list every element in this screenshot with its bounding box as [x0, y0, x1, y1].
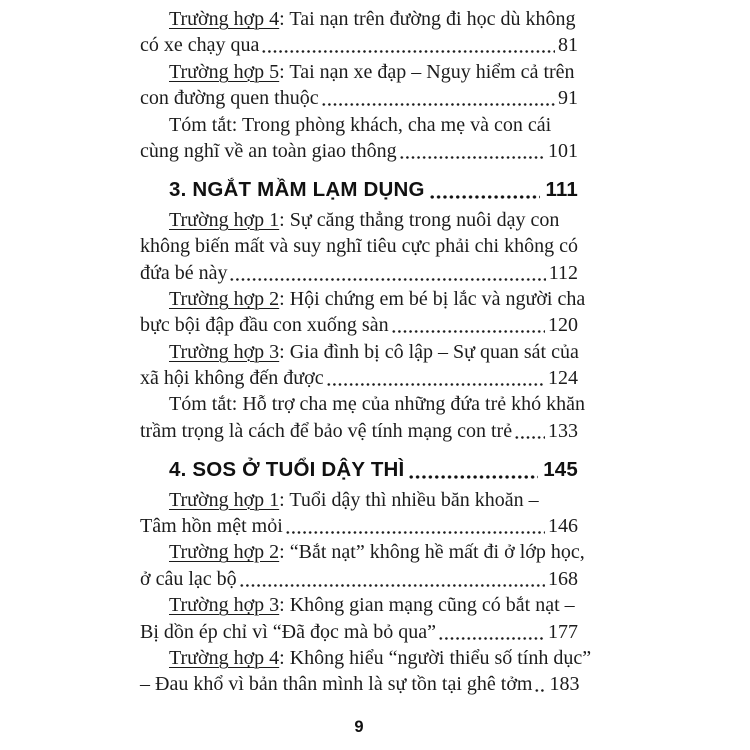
toc-line [140, 207, 578, 233]
dot-leader [321, 85, 555, 111]
toc-line-text: Tóm tắt: Trong phòng khách, cha mẹ và con cái [169, 113, 552, 136]
toc-line [140, 487, 578, 513]
toc-line [140, 32, 578, 58]
toc-line-text: ở câu lạc bộ [140, 567, 237, 590]
dot-leader [429, 177, 541, 203]
toc-line-text: : Tai nạn trên đường đi học dù không [279, 8, 576, 30]
toc-line-text: không biến mất và suy nghĩ tiêu cực phải chi không có [140, 235, 578, 258]
toc-line-text: : Không gian mạng cũng có bắt nạt – [279, 594, 575, 617]
page-ref: 177 [548, 620, 578, 643]
toc-line-text: : Hội chứng em bé bị lắc và người cha [279, 287, 586, 310]
page-ref: 124 [548, 367, 578, 390]
toc-line [140, 6, 578, 32]
case-label: Trường hợp 1 [169, 208, 280, 231]
dot-leader [391, 312, 545, 338]
toc-line [140, 418, 578, 444]
page-ref: 112 [548, 261, 578, 284]
toc-line [140, 365, 578, 391]
toc-line-text: trầm trọng là cách để bảo vệ tính mạng con trẻ [140, 419, 513, 442]
toc-line [140, 339, 578, 365]
toc-line [140, 85, 578, 111]
toc-line-text: cùng nghĩ về an toàn giao thông [140, 139, 397, 162]
toc-line [140, 539, 585, 565]
dot-leader [438, 619, 545, 645]
toc-line [140, 260, 578, 286]
toc-line-text: : “Bắt nạt” không hề mất đi ở lớp học, [279, 541, 585, 564]
toc-line-text: xã hội không đến được [140, 367, 324, 390]
page-number: 9 [354, 718, 364, 736]
toc-line [140, 671, 578, 697]
page-ref: 145 [543, 458, 578, 482]
toc-line-text: Tóm tắt: Hỗ trợ cha mẹ của những đứa trẻ khó khăn [169, 393, 586, 416]
page-ref: 183 [549, 673, 580, 696]
dot-leader [534, 671, 546, 697]
dot-leader [514, 418, 545, 444]
toc-line-text: đứa bé này [140, 261, 228, 284]
toc-line-text: 4. SOS Ở TUỔI DẬY THÌ [169, 458, 405, 482]
case-label: Trường hợp 2 [169, 541, 280, 564]
toc-line [140, 513, 578, 539]
case-label: Trường hợp 4 [169, 646, 280, 669]
case-label: Trường hợp 1 [169, 488, 280, 511]
toc-line [140, 391, 586, 417]
dot-leader [261, 32, 555, 58]
dot-leader [229, 260, 545, 286]
toc-section-heading [140, 177, 578, 203]
toc-line-text: có xe chạy qua [140, 34, 260, 57]
dot-leader [326, 365, 545, 391]
toc-line-text: : Sự căng thẳng trong nuôi dạy con [279, 208, 560, 231]
toc-line [140, 312, 578, 338]
table-of-contents [140, 6, 592, 698]
page-ref: 101 [548, 139, 578, 162]
case-label: Trường hợp 3 [169, 594, 280, 617]
toc-line-text: : Tai nạn xe đạp – Nguy hiểm cả trên [279, 60, 575, 83]
page-ref: 146 [548, 515, 578, 538]
toc-line-text: – Đau khổ vì bản thân mình là sự tồn tại ghê tởm [140, 673, 533, 696]
toc-line-text: : Không hiểu “người thiểu số tính dục” [279, 646, 592, 669]
case-label: Trường hợp 3 [169, 340, 280, 363]
toc-line-text: bực bội đập đầu con xuống sàn [140, 314, 389, 337]
toc-line [140, 645, 592, 671]
toc-line [140, 286, 586, 312]
page-ref: 111 [545, 178, 578, 202]
toc-line-text: Bị dồn ép chỉ vì “Đã đọc mà bỏ qua” [140, 620, 437, 643]
toc-line [140, 619, 578, 645]
toc-line-text: : Gia đình bị cô lập – Sự quan sát của [279, 340, 579, 363]
toc-line-text: 3. NGẮT MẦM LẠM DỤNG [169, 178, 425, 202]
toc-line [140, 233, 578, 259]
case-label: Trường hợp 5 [169, 60, 280, 83]
toc-line-text: : Tuổi dậy thì nhiều băn khoăn – [279, 488, 539, 511]
toc-line [140, 112, 578, 138]
toc-line-text: Tâm hồn mệt mỏi [140, 515, 283, 538]
dot-leader [399, 138, 545, 164]
dot-leader [239, 566, 545, 592]
toc-line [140, 59, 578, 85]
dot-leader [408, 457, 538, 483]
page-ref: 133 [548, 419, 578, 442]
toc-line [140, 566, 578, 592]
case-label: Trường hợp 2 [169, 287, 280, 310]
toc-line [140, 592, 578, 618]
page-ref: 168 [548, 567, 578, 590]
toc-line-text: con đường quen thuộc [140, 87, 319, 110]
page-ref: 91 [558, 87, 578, 110]
page-ref: 81 [558, 34, 578, 57]
toc-section-heading [140, 457, 578, 483]
toc-line [140, 138, 578, 164]
dot-leader [285, 513, 545, 539]
page-ref: 120 [548, 314, 578, 337]
case-label: Trường hợp 4 [169, 8, 280, 30]
